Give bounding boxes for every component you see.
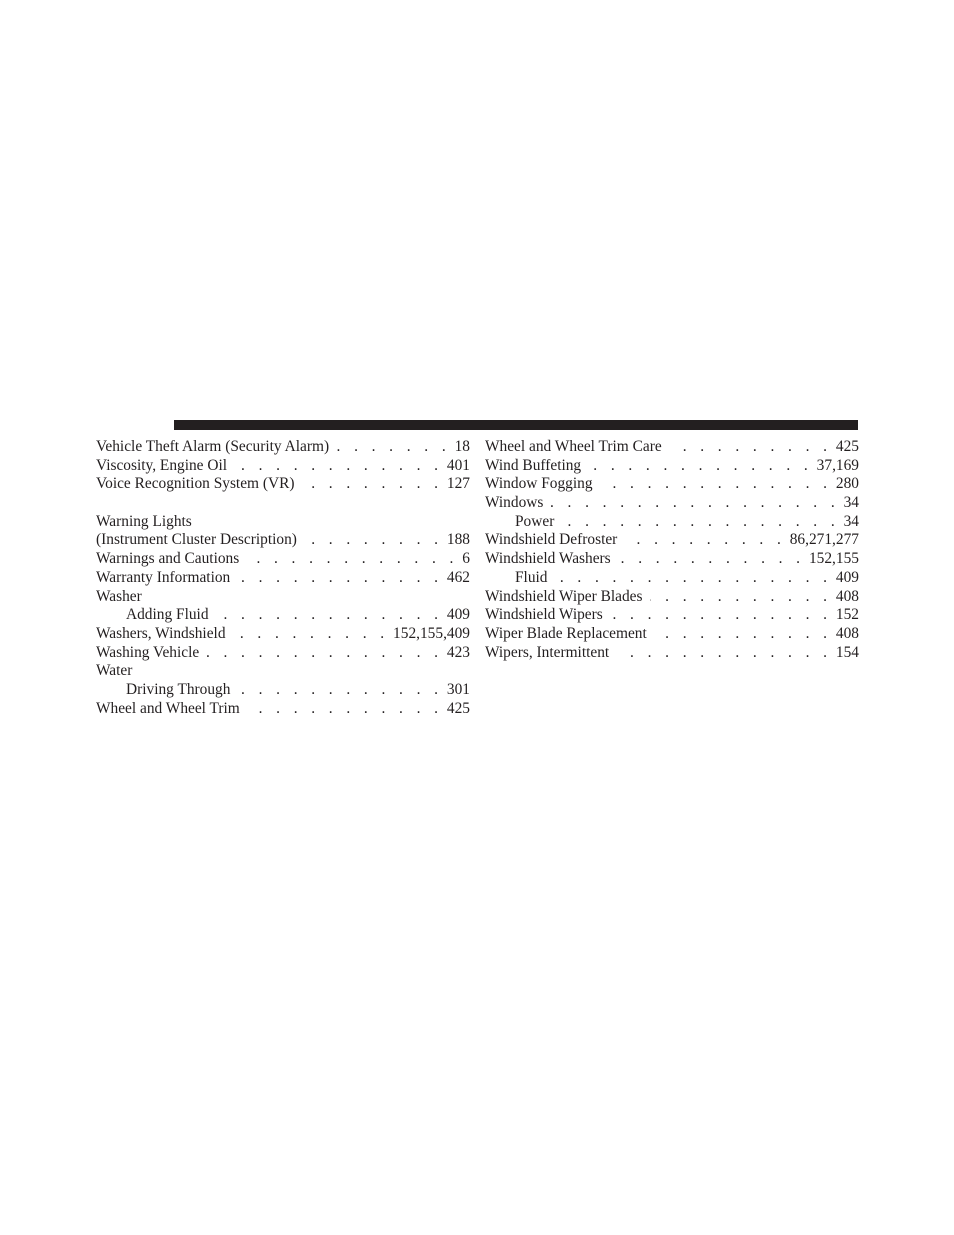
index-term: Windshield Washers (485, 550, 611, 568)
index-page-number: 34 (843, 512, 859, 530)
index-page-number: 152,155,409 (393, 624, 470, 642)
index-entry (96, 550, 470, 569)
index-term: Warning Lights (96, 512, 192, 530)
index-entry (485, 531, 859, 550)
dot-leader (303, 475, 443, 494)
index-term: Driving Through (126, 680, 231, 698)
dot-leader (625, 531, 785, 550)
dot-leader (235, 457, 443, 476)
index-page-number: 152,155 (808, 550, 859, 568)
dot-leader (655, 625, 832, 644)
index-entry (96, 588, 470, 607)
index-term: Fluid (515, 568, 548, 586)
index-page-number: 34 (843, 494, 859, 512)
index-term: Wheel and Wheel Trim Care (485, 438, 662, 455)
index-entry (96, 513, 470, 532)
index-page-number: 37,169 (816, 456, 859, 474)
index-term: Wipers, Intermittent (485, 643, 610, 661)
index-page-number: 409 (835, 568, 859, 586)
index-term: Power (515, 512, 555, 530)
index-term: Viscosity, Engine Oil (96, 456, 228, 474)
index-page-number: 401 (446, 456, 470, 474)
index-term: Washer (96, 587, 142, 605)
index-page-number: 154 (835, 643, 859, 661)
index-entry (96, 662, 470, 681)
index-entry (96, 531, 470, 550)
index-entry (485, 644, 859, 663)
index-subentry (485, 513, 859, 532)
index-page-number: 6 (462, 550, 470, 568)
index-term: Wiper Blade Replacement (485, 624, 647, 642)
index-page-number: 425 (835, 438, 859, 455)
index-entry (96, 475, 470, 494)
dot-leader (305, 531, 443, 550)
index-entry (485, 475, 859, 494)
dot-leader (337, 438, 451, 457)
index-term: Warranty Information (96, 568, 231, 586)
index-entry (485, 625, 859, 644)
dot-leader (617, 644, 832, 663)
index-page-number: 409 (446, 606, 470, 624)
index-column-left (96, 438, 470, 718)
dot-leader (556, 569, 832, 588)
index-page-number: 18 (454, 438, 470, 455)
index-entry (96, 569, 470, 588)
dot-leader (611, 606, 832, 625)
index-entry (485, 457, 859, 476)
index-term: Voice Recognition System (VR) (96, 475, 295, 493)
dot-leader (247, 550, 458, 569)
index-page-number: 408 (835, 587, 859, 605)
index-term: Windshield Wipers (485, 606, 603, 624)
index-subentry (485, 569, 859, 588)
dot-leader (619, 550, 805, 569)
dot-leader (650, 588, 831, 607)
index-page-number: 462 (446, 568, 470, 586)
dot-leader (238, 681, 442, 700)
index-subentry (96, 606, 470, 625)
index-term: Washers, Windshield (96, 624, 226, 642)
index-term: (Instrument Cluster Description) (96, 531, 297, 549)
dot-leader (562, 513, 839, 532)
dot-leader (234, 625, 390, 644)
index-entry (96, 644, 470, 663)
index-term: Water (96, 662, 133, 680)
dot-leader (217, 606, 443, 625)
index-term: Window Fogging (485, 475, 593, 493)
index-entry (485, 588, 859, 607)
dot-leader (207, 644, 443, 663)
dot-leader (670, 438, 832, 457)
dot-leader (589, 457, 813, 476)
dot-leader (601, 475, 832, 494)
index-term: Vehicle Theft Alarm (Security Alarm) (96, 438, 330, 455)
index-term: Adding Fluid (126, 606, 209, 624)
index-page-number: 301 (446, 680, 470, 698)
index-term: Wind Buffeting (485, 456, 582, 474)
index-page-number: 423 (446, 643, 470, 661)
index-term: Wheel and Wheel Trim (96, 699, 240, 717)
index-page-number: 188 (446, 531, 470, 549)
index-page-number: 152 (835, 606, 859, 624)
index-entry (485, 438, 859, 457)
index-term: Washing Vehicle (96, 643, 200, 661)
index-page-number: 127 (446, 475, 470, 493)
index-term: Windshield Wiper Blades (485, 587, 643, 605)
index-entry (485, 606, 859, 625)
index-spacer (96, 494, 470, 513)
index-entry (96, 625, 470, 644)
index-page-number: 425 (446, 699, 470, 717)
index-subentry (96, 681, 470, 700)
index-column-right (485, 438, 859, 662)
index-entry (96, 457, 470, 476)
index-term: Warnings and Cautions (96, 550, 240, 568)
dot-leader (248, 700, 443, 719)
section-header-bar (174, 420, 858, 430)
index-term: Windshield Defroster (485, 531, 618, 549)
index-page-number: 408 (835, 624, 859, 642)
index-page-number: 86,271,277 (789, 531, 859, 549)
index-entry (96, 438, 470, 457)
dot-leader (238, 569, 443, 588)
index-page-number: 280 (835, 475, 859, 493)
index-entry (485, 550, 859, 569)
index-entry (96, 700, 470, 719)
dot-leader (551, 494, 839, 513)
index-entry (485, 494, 859, 513)
index-term: Windows (485, 494, 544, 512)
